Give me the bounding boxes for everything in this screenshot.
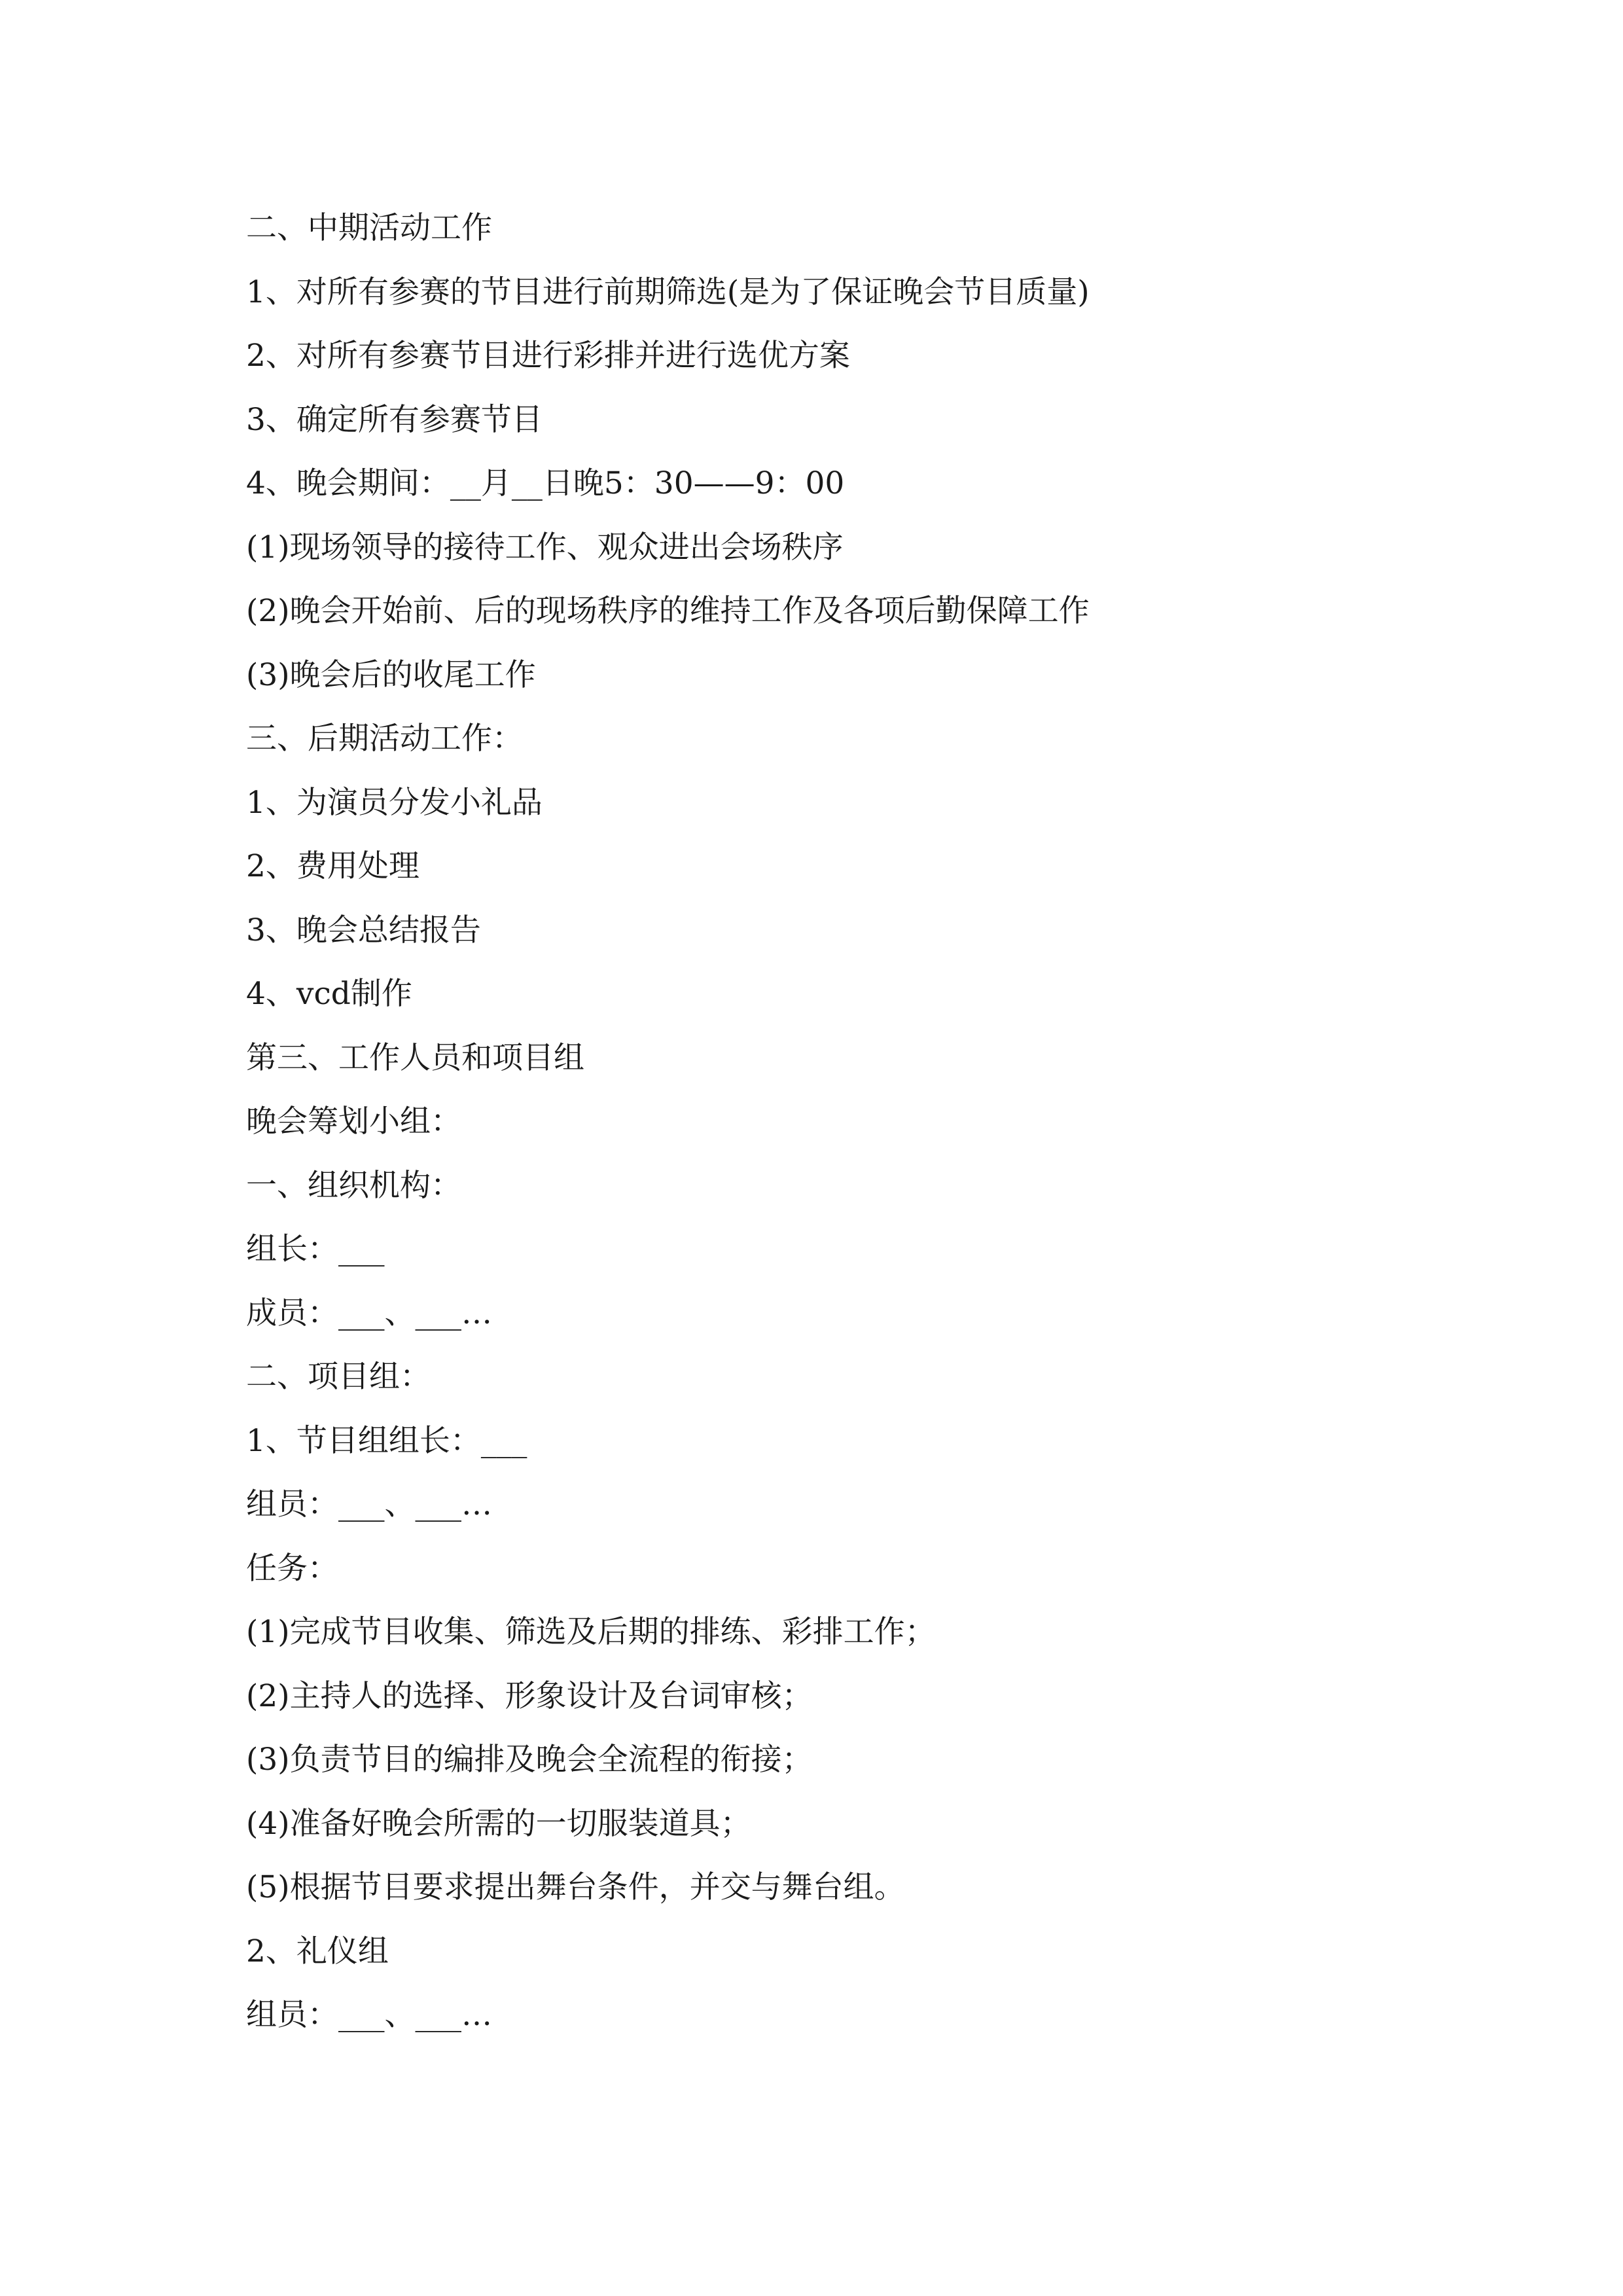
list-item: 2、对所有参赛节目进行彩排并进行选优方案 xyxy=(246,338,850,374)
tasks-heading: 任务： xyxy=(246,1550,338,1587)
list-item: 2、礼仪组 xyxy=(246,1933,389,1969)
subsection-heading-organization: 一、组织机构： xyxy=(246,1167,461,1204)
list-item: 1、为演员分发小礼品 xyxy=(246,784,543,821)
subsection-heading-project-groups: 二、项目组： xyxy=(246,1359,431,1395)
document-body xyxy=(246,196,1424,2047)
list-item: 2、费用处理 xyxy=(246,848,419,884)
sub-list-item: (4)准备好晚会所需的一切服装道具； xyxy=(246,1805,751,1842)
sub-list-item: (2)主持人的选择、形象设计及台词审核； xyxy=(246,1677,813,1714)
list-item: 3、晚会总结报告 xyxy=(246,912,481,948)
sub-list-item: (1)现场领导的接待工作、观众进出会场秩序 xyxy=(246,529,844,565)
list-item: 4、vcd制作 xyxy=(246,976,412,1012)
leader-field: 组长：___ xyxy=(246,1231,385,1267)
section-heading-staff: 第三、工作人员和项目组 xyxy=(246,1039,584,1076)
members-field: 成员：___、___… xyxy=(246,1295,492,1331)
section-heading-midterm: 二、中期活动工作 xyxy=(246,210,492,246)
list-item: 3、确定所有参赛节目 xyxy=(246,401,543,438)
section-heading-later: 三、后期活动工作： xyxy=(246,721,523,757)
sub-list-item: (2)晚会开始前、后的现场秩序的维持工作及各项后勤保障工作 xyxy=(246,593,1090,629)
list-item: 4、晚会期间：__月__日晚5：30——9：00 xyxy=(246,465,845,501)
sub-list-item: (3)负责节目的编排及晚会全流程的衔接； xyxy=(246,1742,813,1778)
list-item: 1、节目组组长：___ xyxy=(246,1422,527,1459)
group-heading: 晚会筹划小组： xyxy=(246,1103,461,1139)
sub-list-item: (3)晚会后的收尾工作 xyxy=(246,656,536,693)
list-item: 1、对所有参赛的节目进行前期筛选(是为了保证晚会节目质量) xyxy=(246,274,1090,310)
sub-list-item: (5)根据节目要求提出舞台条件，并交与舞台组。 xyxy=(246,1869,905,1905)
sub-list-item: (1)完成节目收集、筛选及后期的排练、彩排工作； xyxy=(246,1614,936,1650)
members-field: 组员：___、___… xyxy=(246,1997,492,2033)
members-field: 组员：___、___… xyxy=(246,1486,492,1522)
